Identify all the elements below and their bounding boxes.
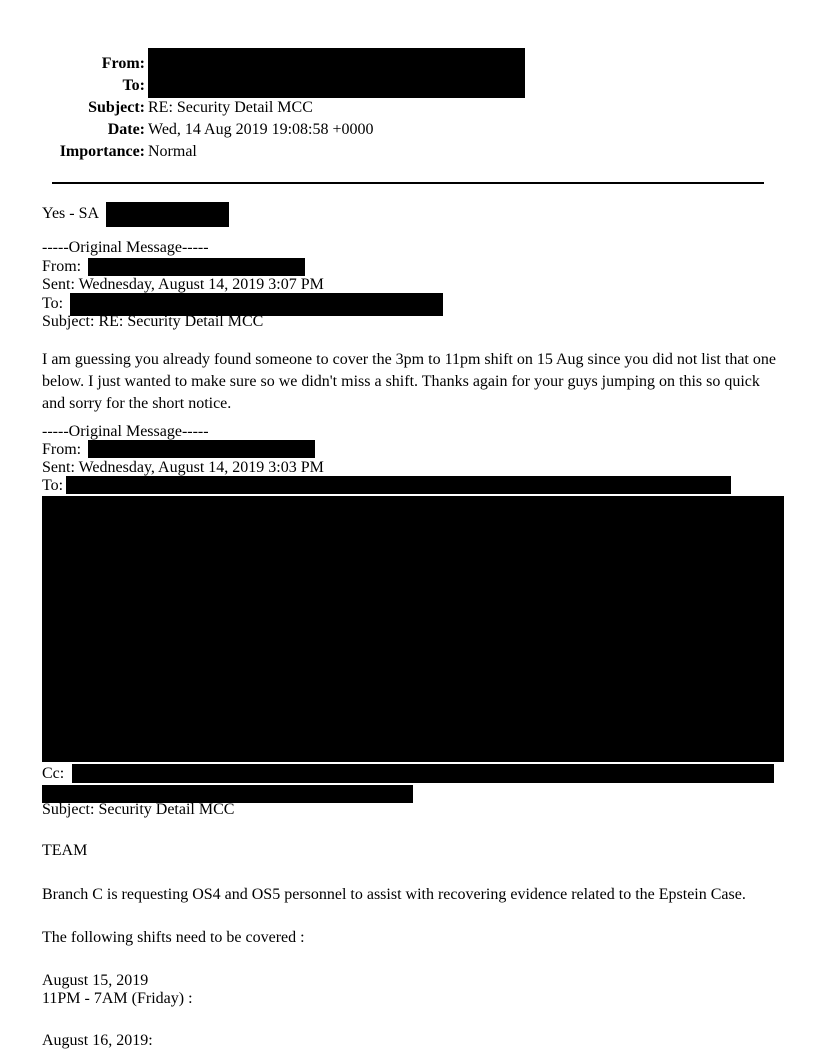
redaction-recipient-block <box>42 496 784 762</box>
shift-date-1: August 15, 2019 <box>42 972 149 989</box>
message1-separator: -----Original Message----- <box>42 239 209 256</box>
message1-to: To: <box>42 295 64 312</box>
message2-to: To: <box>42 477 64 494</box>
message2-from: From: <box>42 441 82 458</box>
message2-sent: Sent: Wednesday, August 14, 2019 3:03 PM <box>42 459 324 476</box>
subject-label: Subject: <box>88 99 145 116</box>
message2-cc: Cc: <box>42 765 65 782</box>
redaction-message2-to <box>66 476 731 494</box>
subject-value: RE: Security Detail MCC <box>148 99 313 116</box>
shifts-intro: The following shifts need to be covered : <box>42 929 305 946</box>
message1-body: I am guessing you already found someone to cover the 3pm to 11pm shift on 15 Aug since you did not list that one below. I just wanted to make sure so we didn't miss a shift. Thanks again for your guys jumping on this so quick and sorry for the short notice. <box>42 351 776 412</box>
request-paragraph: Branch C is requesting OS4 and OS5 personnel to assist with recovering evidence related to the Epstein Case. <box>42 886 746 903</box>
message1-sent: Sent: Wednesday, August 14, 2019 3:07 PM <box>42 276 324 293</box>
to-label: To: <box>122 77 145 94</box>
redaction-message2-cc <box>72 764 774 783</box>
date-value: Wed, 14 Aug 2019 19:08:58 +0000 <box>148 121 374 138</box>
message1-from: From: <box>42 258 82 275</box>
shift-date-2: August 16, 2019: <box>42 1032 153 1049</box>
importance-label: Importance: <box>59 143 145 160</box>
importance-value: Normal <box>148 143 197 160</box>
message2-separator: -----Original Message----- <box>42 423 209 440</box>
redaction-name <box>106 202 229 227</box>
message2-subject: Subject: Security Detail MCC <box>42 801 235 818</box>
header-divider <box>52 182 764 184</box>
from-label: From: <box>101 55 145 72</box>
date-label: Date: <box>107 121 145 138</box>
redaction-header-recipients <box>148 48 525 98</box>
redaction-message1-from <box>88 258 305 276</box>
message1-subject: Subject: RE: Security Detail MCC <box>42 313 264 330</box>
greeting: TEAM <box>42 842 88 859</box>
redaction-message2-from <box>88 440 315 458</box>
reply-text: Yes - SA <box>42 205 100 222</box>
shift-time-1: 11PM - 7AM (Friday) : <box>42 990 193 1007</box>
